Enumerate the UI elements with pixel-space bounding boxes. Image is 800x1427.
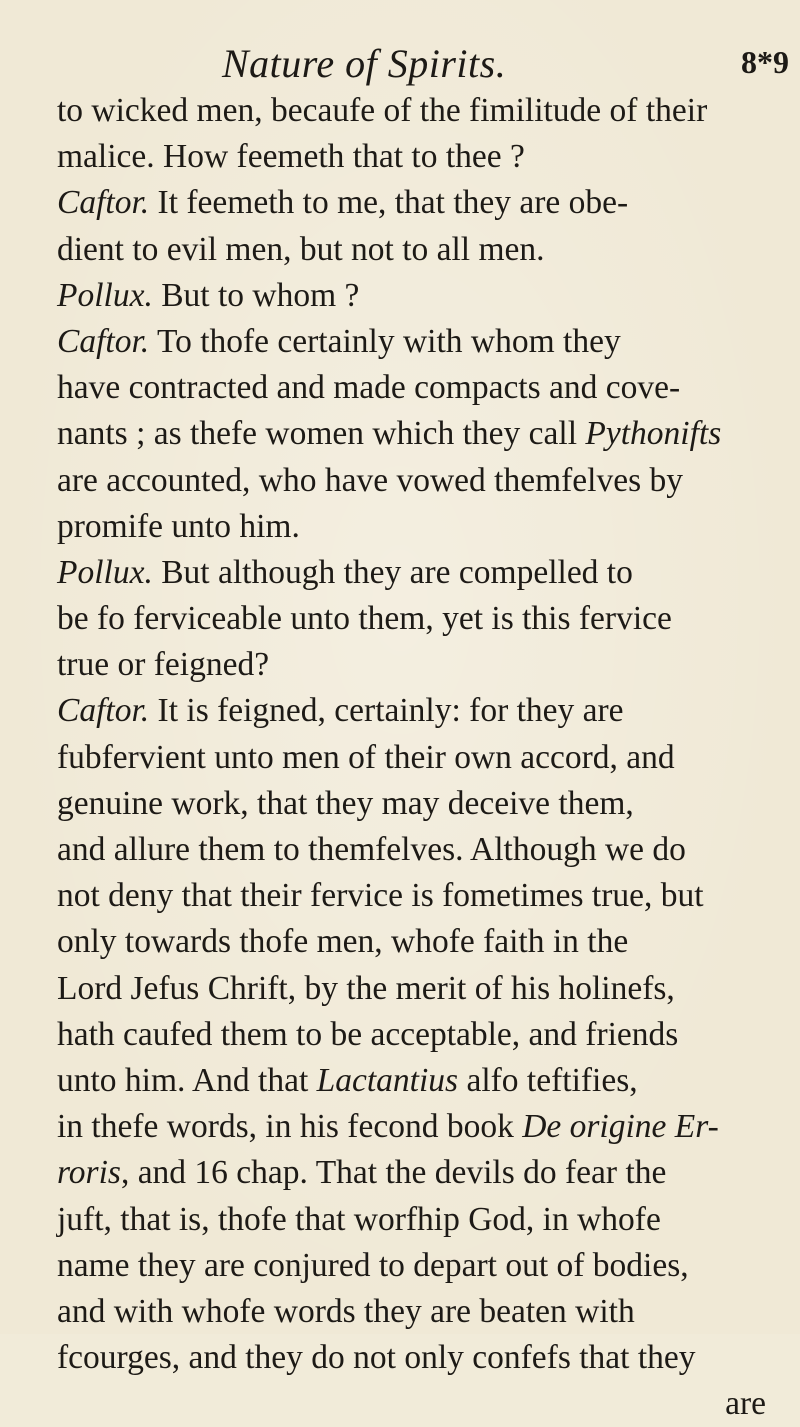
text-segment: be fo ferviceable unto them, yet is this fervice xyxy=(57,600,672,638)
text-line xyxy=(57,1058,772,1104)
running-head xyxy=(0,40,800,90)
text-segment: promife unto him. xyxy=(57,507,300,545)
italic-text: Pollux. xyxy=(57,553,153,591)
text-segment: It is feigned, certainly: for they are xyxy=(149,692,624,730)
text-line xyxy=(57,504,772,550)
text-line xyxy=(57,319,772,365)
text-segment: name they are conjured to depart out of bodies, xyxy=(57,1246,689,1284)
text-segment: fubfervient unto men of their own accord, and xyxy=(57,738,675,776)
text-line xyxy=(57,273,772,319)
text-segment: But although they are compelled to xyxy=(152,553,633,591)
body-text xyxy=(57,88,772,1427)
text-line xyxy=(57,227,772,273)
text-line xyxy=(57,1012,772,1058)
text-segment: Lord Jefus Chrift, by the merit of his holinefs, xyxy=(57,969,675,1007)
text-segment: in thefe words, in his fecond book xyxy=(57,1108,523,1146)
text-segment: malice. How feemeth that to thee ? xyxy=(57,138,525,176)
italic-text: Pythonifts xyxy=(585,415,722,453)
text-line xyxy=(57,781,772,827)
text-line xyxy=(57,1335,772,1381)
text-line xyxy=(57,1104,772,1150)
text-segment: have contracted and made compacts and cove- xyxy=(57,369,681,407)
text-segment: To thofe certainly with whom they xyxy=(149,322,621,360)
text-segment: to wicked men, becaufe of the fimilitude of their xyxy=(57,92,708,129)
text-line xyxy=(57,458,772,504)
text-line xyxy=(57,411,772,457)
text-segment: and allure them to themfelves. Although we do xyxy=(57,831,686,868)
text-segment: only towards thofe men, whofe faith in the xyxy=(57,923,629,961)
text-line xyxy=(57,735,772,781)
text-segment: are accounted, who have vowed themfelves by xyxy=(57,461,684,499)
text-segment: alfo teftifies, xyxy=(458,1061,638,1099)
text-segment: genuine work, that they may deceive them, xyxy=(57,784,634,822)
text-segment: But to whom ? xyxy=(152,276,360,314)
text-segment: juft, that is, thofe that worfhip God, in whofe xyxy=(57,1200,661,1238)
italic-text: Caftor. xyxy=(57,184,150,222)
text-segment: dient to evil men, but not to all men. xyxy=(57,230,545,268)
text-segment: and with whofe words they are beaten with xyxy=(57,1292,635,1330)
text-segment: unto him. And that xyxy=(57,1061,317,1099)
text-line xyxy=(57,365,772,411)
text-segment: , and 16 chap. That the devils do fear the xyxy=(120,1154,667,1192)
italic-text: De origine Er- xyxy=(522,1108,719,1146)
italic-text: roris xyxy=(57,1154,121,1192)
text-line xyxy=(57,966,772,1012)
text-segment: fcourges, and they do not only confefs that they xyxy=(57,1339,696,1377)
italic-text: Caftor. xyxy=(57,322,150,360)
text-segment: It feemeth to me, that they are obe- xyxy=(149,184,629,222)
italic-text: Caftor. xyxy=(57,692,150,730)
text-segment: not deny that their fervice is fometimes true, but xyxy=(57,877,704,915)
text-line xyxy=(57,88,772,134)
text-line xyxy=(57,827,772,873)
text-line xyxy=(57,1197,772,1243)
text-line xyxy=(57,180,772,226)
text-line xyxy=(57,1150,772,1196)
page-title: Nature of Spirits. xyxy=(222,41,507,86)
text-line xyxy=(57,919,772,965)
italic-text: Lactantius xyxy=(316,1061,459,1099)
text-line xyxy=(57,1243,772,1289)
text-line xyxy=(57,873,772,919)
text-segment: true or feigned? xyxy=(57,646,270,684)
text-line xyxy=(57,550,772,596)
page-number: 8*9 xyxy=(741,44,789,80)
text-segment: nants ; as thefe women which they call xyxy=(57,415,586,453)
text-line xyxy=(57,688,772,734)
italic-text: Pollux. xyxy=(57,276,153,314)
text-line xyxy=(57,642,772,688)
catchword: are xyxy=(725,1385,766,1423)
text-line xyxy=(57,134,772,180)
text-line xyxy=(57,1289,772,1335)
text-segment: hath caufed them to be acceptable, and friends xyxy=(57,1015,679,1053)
text-line xyxy=(57,596,772,642)
